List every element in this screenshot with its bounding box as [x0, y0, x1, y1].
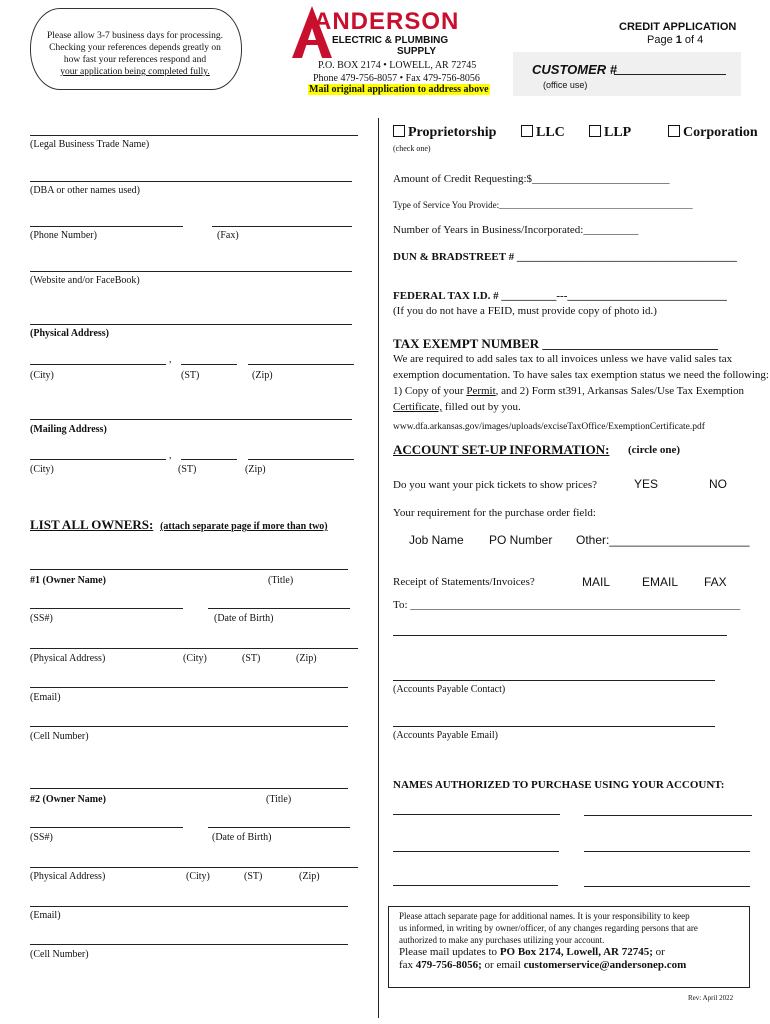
owner1-ss-field[interactable]	[30, 608, 183, 609]
owner1-email-label: (Email)	[30, 692, 61, 703]
zip-field-2[interactable]	[248, 459, 354, 460]
checkbox-icon	[521, 125, 533, 137]
owner1-address-label: (Physical Address)	[30, 653, 106, 664]
owner1-zip-label: (Zip)	[296, 653, 317, 664]
circle-one-label: (circle one)	[628, 444, 681, 456]
checkbox-corporation[interactable]: Corporation	[668, 125, 758, 141]
company-logo	[292, 6, 482, 60]
authorized-name-5[interactable]	[393, 885, 558, 886]
owner2-ss-label: (SS#)	[30, 832, 53, 843]
owner2-city-label: (City)	[186, 871, 210, 882]
city-label-1: (City)	[30, 370, 54, 381]
owner1-st-label: (ST)	[242, 653, 261, 664]
processing-notice-text: Please allow 3-7 business days for processing. Checking your references depends greatly on how fast your references respond and your application being completed fully.	[47, 31, 223, 77]
tax-exempt-number-field[interactable]: TAX EXEMPT NUMBER ___________________________	[393, 336, 718, 351]
update-notice-text: Please attach separate page for additional names. It is your responsibility to keep us informed, in writing by owner/officer, of any changes regarding persons that are authorized to make any purchases utilizing your account. Please mail updates to PO Box 2174, Lowell, AR 72745; or fax 479-756-8056; or email customerservice@andersonep.com	[399, 911, 698, 971]
owner1-cell-field[interactable]	[30, 726, 348, 727]
owner1-address-field[interactable]	[30, 648, 358, 649]
zip-label-1: (Zip)	[252, 370, 273, 381]
state-label-1: (ST)	[181, 370, 200, 381]
owner2-dob-field[interactable]	[208, 827, 350, 828]
checkbox-llc[interactable]: LLC	[521, 125, 565, 141]
owner2-name-label: #2 (Owner Name)	[30, 794, 106, 805]
mail-note: Mail original application to address above	[309, 84, 489, 95]
zip-label-2: (Zip)	[245, 464, 266, 475]
statement-receipt-question: Receipt of Statements/Invoices?	[393, 576, 535, 588]
phone-field[interactable]	[30, 226, 183, 227]
owner2-address-label: (Physical Address)	[30, 871, 106, 882]
owner2-address-field[interactable]	[30, 867, 358, 868]
po-option-other[interactable]: Other:_____________________	[576, 533, 750, 547]
page-number: Page 1 of 4	[647, 34, 704, 46]
pick-ticket-yes[interactable]: YES	[634, 477, 659, 491]
physical-address-label: (Physical Address)	[30, 328, 109, 339]
receipt-option-mail[interactable]: MAIL	[582, 575, 611, 589]
ap-email-label: (Accounts Payable Email)	[393, 730, 498, 741]
company-phone: Phone 479-756-8057 • Fax 479-756-8056	[313, 73, 480, 84]
customer-number-label: CUSTOMER #	[532, 62, 617, 77]
checkbox-icon	[589, 125, 601, 137]
city-field-2[interactable]	[30, 459, 166, 460]
phone-label: (Phone Number)	[30, 230, 97, 241]
authorized-name-3[interactable]	[393, 851, 559, 852]
years-in-business-field[interactable]: Number of Years in Business/Incorporated:__________	[393, 224, 639, 236]
ap-contact-label: (Accounts Payable Contact)	[393, 684, 506, 695]
pick-ticket-no[interactable]: NO	[709, 477, 727, 491]
pick-ticket-question: Do you want your pick tickets to show prices?	[393, 479, 598, 491]
owner1-title-label: (Title)	[268, 575, 294, 586]
owner2-ss-field[interactable]	[30, 827, 183, 828]
logo-sub2: SUPPLY	[397, 46, 437, 57]
fax-label: (Fax)	[217, 230, 239, 241]
owner1-ss-label: (SS#)	[30, 613, 53, 624]
comma-separator: ,	[169, 354, 172, 365]
owner1-cell-label: (Cell Number)	[30, 731, 89, 742]
dun-bradstreet-field[interactable]: DUN & BRADSTREET # ________________________________________	[393, 251, 737, 263]
legal-name-label: (Legal Business Trade Name)	[30, 139, 150, 150]
column-divider	[378, 118, 379, 1018]
ap-contact-field[interactable]	[393, 680, 715, 681]
po-requirement-question: Your requirement for the purchase order field:	[393, 507, 596, 519]
federal-tax-id-field[interactable]: FEDERAL TAX I.D. # __________---_____________________________	[393, 290, 727, 302]
statement-to-field[interactable]: To: ____________________________________________________________	[393, 599, 741, 611]
owners-title: LIST ALL OWNERS: (attach separate page if more than two)	[30, 517, 328, 532]
statement-to-field-2[interactable]	[393, 635, 727, 636]
credit-amount-field[interactable]: Amount of Credit Requesting:$_________________________	[393, 173, 670, 185]
owner2-st-label: (ST)	[244, 871, 263, 882]
owner2-cell-field[interactable]	[30, 944, 348, 945]
mailing-address-label: (Mailing Address)	[30, 424, 107, 435]
federal-tax-note: (If you do not have a FEID, must provide copy of photo id.)	[393, 305, 657, 317]
tax-exempt-explanation: We are required to add sales tax to all invoices unless we have valid sales tax exemption documentation. To have sales tax exemption status we need the following: 1) Copy of your Permit, and 2) Form st391, Arkansas Sales/Use Tax Exemption Certificate, filled out by you.	[393, 353, 769, 413]
check-one-label: (check one)	[393, 144, 431, 153]
checkbox-icon	[393, 125, 405, 137]
po-option-job-name[interactable]: Job Name	[409, 533, 464, 547]
checkbox-icon	[668, 125, 680, 137]
company-address: P.O. BOX 2174 • LOWELL, AR 72745	[318, 60, 477, 71]
tax-exempt-url[interactable]: www.dfa.arkansas.gov/images/uploads/exciseTaxOffice/ExemptionCertificate.pdf	[393, 422, 705, 432]
owner2-cell-label: (Cell Number)	[30, 949, 89, 960]
owner2-name-field[interactable]	[30, 788, 348, 789]
comma-separator: ,	[169, 450, 172, 461]
checkbox-proprietorship[interactable]: Proprietorship	[393, 125, 496, 141]
website-label: (Website and/or FaceBook)	[30, 275, 140, 286]
logo-name: ANDERSON	[314, 8, 460, 35]
logo-sub1: ELECTRIC & PLUMBING	[332, 35, 449, 46]
authorized-names-title: NAMES AUTHORIZED TO PURCHASE USING YOUR ACCOUNT:	[393, 779, 725, 791]
service-type-field[interactable]: Type of Service You Provide:___________________________________________	[393, 200, 693, 210]
checkbox-llp[interactable]: LLP	[589, 125, 631, 141]
receipt-option-fax[interactable]: FAX	[704, 575, 727, 589]
owner1-dob-label: (Date of Birth)	[214, 613, 274, 624]
website-field[interactable]	[30, 271, 352, 272]
physical-address-field[interactable]	[30, 324, 352, 325]
fax-field[interactable]	[212, 226, 352, 227]
owner2-zip-label: (Zip)	[299, 871, 320, 882]
mailing-address-field[interactable]	[30, 419, 352, 420]
dba-label: (DBA or other names used)	[30, 185, 140, 196]
state-label-2: (ST)	[178, 464, 197, 475]
authorized-name-1[interactable]	[393, 814, 560, 815]
receipt-option-email[interactable]: EMAIL	[642, 575, 679, 589]
ap-email-field[interactable]	[393, 726, 715, 727]
authorized-name-4[interactable]	[584, 851, 750, 852]
city-field-1[interactable]	[30, 364, 166, 365]
authorized-name-6[interactable]	[584, 886, 750, 887]
dba-field[interactable]	[30, 181, 352, 182]
po-option-po-number[interactable]: PO Number	[489, 533, 553, 547]
owner2-dob-label: (Date of Birth)	[212, 832, 272, 843]
form-title: CREDIT APPLICATION	[619, 21, 737, 33]
revision-label: Rev: April 2022	[688, 994, 734, 1002]
owner2-title-label: (Title)	[266, 794, 292, 805]
legal-name-field[interactable]	[30, 135, 358, 136]
city-label-2: (City)	[30, 464, 54, 475]
office-use-label: (office use)	[543, 80, 588, 90]
state-field-1[interactable]	[181, 364, 237, 365]
state-field-2[interactable]	[181, 459, 237, 460]
owner1-name-label: #1 (Owner Name)	[30, 575, 106, 586]
owner1-email-field[interactable]	[30, 687, 348, 688]
owner1-dob-field[interactable]	[208, 608, 350, 609]
owner1-city-label: (City)	[183, 653, 207, 664]
account-setup-title: ACCOUNT SET-UP INFORMATION:	[393, 442, 610, 457]
authorized-name-2[interactable]	[584, 815, 752, 816]
owner2-email-label: (Email)	[30, 910, 61, 921]
owner1-name-field[interactable]	[30, 569, 348, 570]
zip-field-1[interactable]	[248, 364, 354, 365]
owner2-email-field[interactable]	[30, 906, 348, 907]
customer-number-field[interactable]	[614, 74, 726, 75]
